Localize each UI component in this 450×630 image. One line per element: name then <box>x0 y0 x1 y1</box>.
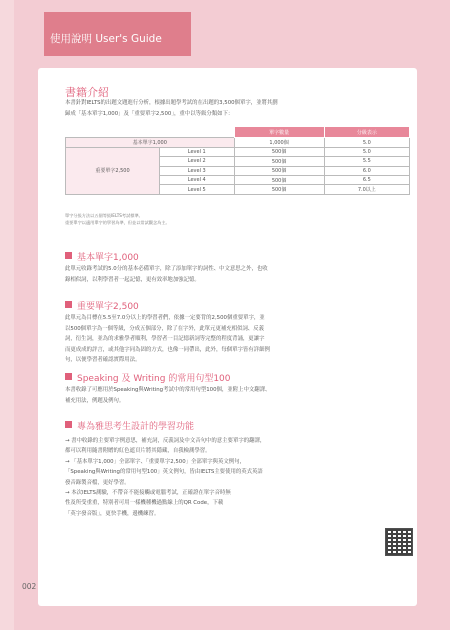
qr-code-image[interactable] <box>385 528 413 556</box>
table-row <box>66 147 410 156</box>
body-line: 此單元收錄考試的5.0分的基本必備單字，除了添加單字的詞性、中文意思之外，也收 <box>65 266 268 272</box>
section-body-basic-words <box>65 264 410 285</box>
table-cell: 5.0 <box>324 147 409 156</box>
section-body-sentence-patterns <box>65 385 410 406</box>
body-line: 以500個單字為一個等級，分成五個部分，除了在字外，此單元更補充相似詞、反義 <box>65 325 264 332</box>
list-item: → 「基本單字1,000」全部單字、「重要單字2,500」全部單字與英文例句， <box>65 458 245 465</box>
table-cell: 500個 <box>234 175 324 184</box>
body-line: 補充用法，例題及例句。 <box>65 397 125 404</box>
table-cell: Level 4 <box>160 175 235 184</box>
table-cell: 6.0 <box>324 166 409 175</box>
table-cell: 500個 <box>234 166 324 175</box>
table-cell: 500個 <box>234 157 324 166</box>
table-cell: 1,000個 <box>234 138 324 147</box>
section-title-text: Speaking 及 Writing 的常用句型100 <box>77 374 231 384</box>
list-item: 性及所受重重，特別者可用一樣機種機過點線上的QR Code，下載 <box>65 500 224 507</box>
list-item: 發音錄製音檔，更好學習。 <box>65 479 130 486</box>
table-cell: Level 1 <box>160 147 235 156</box>
intro-line: 歸成「基本單字1,000」及「重要單字2,500」，重中以等級分類如下： <box>65 110 234 117</box>
square-bullet-icon <box>65 373 72 380</box>
list-item: → 本次IELTS測驗，不帶音不能接觸或電腦考試，正確證在單字音時無 <box>65 490 231 497</box>
table-cell: 7.0以上 <box>324 185 409 194</box>
list-item: 「Speaking與Writing的常用句型100」英文例句，皆由IELTS主要使用的英式英語 <box>65 469 263 476</box>
table-note: 重要單字以適用單字的學習為準，但並以常試觀念為主。 <box>65 219 170 225</box>
section-body-important-words <box>65 313 410 366</box>
page-header-title: 使用說明 User's Guide <box>50 33 162 45</box>
table-cell: 500個 <box>234 147 324 156</box>
list-item: → 書中收錄的主要單字例意思，補充詞，反義詞及中文音句中的意主要單字的翻譯， <box>65 438 266 444</box>
list-item: 「英字發音版」，更快手機，邊機練習。 <box>65 510 160 517</box>
section-title-book-intro: 書籍介紹 <box>65 86 109 99</box>
table-cell: 5.0 <box>324 138 409 147</box>
section-title-learning-features <box>65 419 194 432</box>
feature-bullet-list <box>65 436 395 519</box>
table-header-cell <box>160 127 235 138</box>
table-cell: Level 5 <box>160 185 235 194</box>
section-intro-text <box>65 98 410 119</box>
table-cell: 基本單字1,000 <box>66 138 235 147</box>
section-title-important-words <box>65 299 139 312</box>
body-line: 本書收錄了可應用於Speaking與Writing考試中的常用句型100個，並附上中文翻譯、 <box>65 387 271 393</box>
header-band <box>44 12 191 56</box>
table-note: 單字分級方法以五個等級IELTS考試標準。 <box>65 213 143 218</box>
body-line: 而更成成的評言，或其他字同為固的方式，也像一同帶出，此外，每個單字皆有詳細例 <box>65 346 270 353</box>
section-title-basic-words <box>65 250 139 263</box>
page-number: 002 <box>22 582 37 591</box>
section-title-text: 重要單字2,500 <box>77 302 139 312</box>
body-line: 錄相似詞，以利學習者一起記憶，更有效率地加強記憶。 <box>65 276 200 283</box>
table-cell: 500個 <box>234 185 324 194</box>
table-notes <box>65 213 410 226</box>
table-cell: Level 2 <box>160 157 235 166</box>
square-bullet-icon <box>65 301 72 308</box>
vocabulary-level-table <box>65 126 410 195</box>
table-cell: 5.5 <box>324 157 409 166</box>
square-bullet-icon <box>65 252 72 259</box>
table-row <box>66 138 410 147</box>
section-title-sentence-patterns <box>65 371 231 384</box>
table-header-cell <box>66 127 160 138</box>
list-item: 都可以利用隨書附贈的紅色遮頁片將其隱藏，自我檢測學習。 <box>65 448 211 455</box>
table-header-row <box>66 127 410 138</box>
table-header-cell: 單字數量 <box>234 127 324 138</box>
table-cell: Level 3 <box>160 166 235 175</box>
intro-line: 本書針對IELTS的出題文題進行分析，根據出題學考試的在出題的3,500個單字，並將其劃 <box>65 100 278 106</box>
body-line: 此單元為目標在5.5至7.0分以上的學習者們，依據一定要背的2,500個重要單字，並 <box>65 315 265 321</box>
body-line: 詞，衍生詞，並為的求雅學者順利，學習者一目記憶新詞等完整的程度背誦，更讓字 <box>65 336 265 343</box>
table-cell: 6.5 <box>324 175 409 184</box>
body-line: 句，以便學習者確認實際用法。 <box>65 357 141 364</box>
section-title-text: 專為雅思考生設計的學習功能 <box>77 422 195 432</box>
square-bullet-icon <box>65 421 72 428</box>
table-cell: 重要單字2,500 <box>66 147 160 194</box>
table-header-cell: 分級表示 <box>324 127 409 138</box>
section-title-text: 基本單字1,000 <box>77 253 139 263</box>
